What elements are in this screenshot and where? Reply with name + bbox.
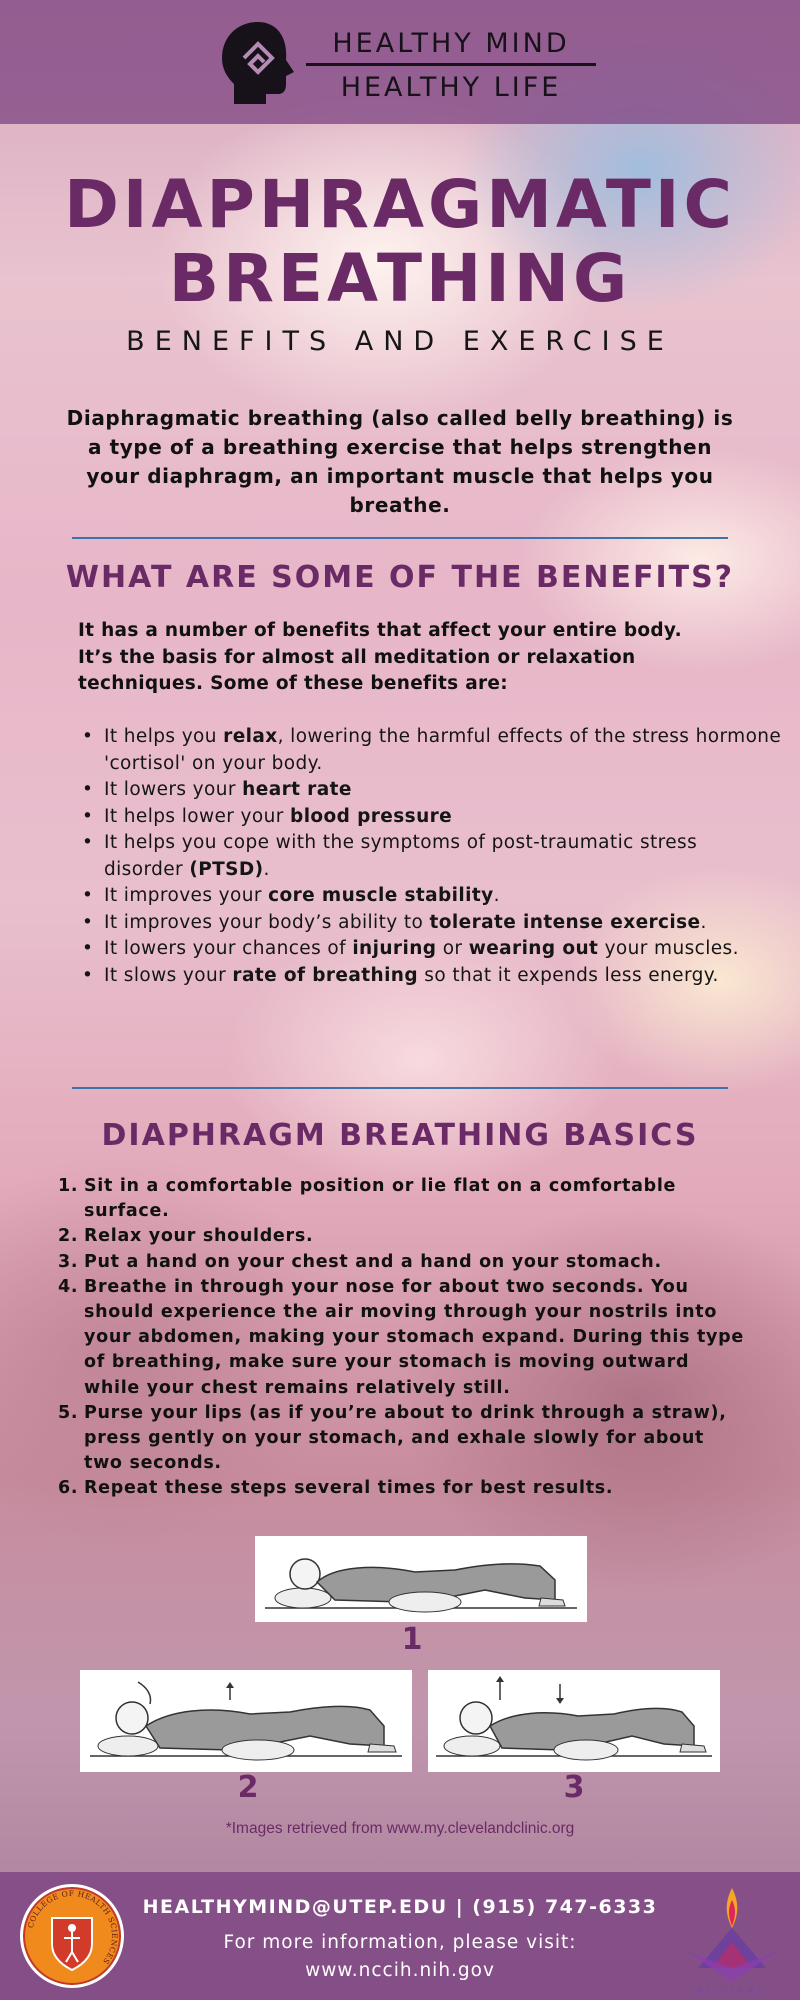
more-info-link[interactable]: www.nccih.nih.gov: [305, 1960, 495, 1981]
logo-divider: [306, 63, 596, 66]
header-bar: [0, 0, 800, 124]
college-seal-icon: [18, 1882, 126, 1990]
title-line-1: DIAPHRAGMATIC: [64, 166, 736, 243]
list-item: • It improves your core muscle stability.: [82, 883, 782, 910]
contact-info[interactable]: HEALTHYMIND@UTEP.EDU | (915) 747-6333: [142, 1896, 658, 1918]
steps-list: [58, 1174, 748, 1502]
head-spiral-icon: [218, 18, 298, 108]
page-title: [0, 168, 800, 316]
benefits-lead: It has a number of benefits that affect your entire body. It’s the basis for almost all meditation or relaxation techniques. Some of these benefits are:: [78, 620, 682, 694]
list-item: • It improves your body’s ability to tolerate intense exercise.: [82, 910, 782, 937]
list-item: • It lowers your chances of injuring or wearing out your muscles.: [82, 936, 782, 963]
more-info-text: For more information, please visit:: [223, 1932, 577, 1953]
intro-paragraph: Diaphragmatic breathing (also called belly breathing) is a type of a breathing exercise that helps strengthen your diaphragm, an important muscle that helps you breathe.: [66, 406, 734, 517]
figure-3-label: 3: [563, 1770, 585, 1805]
figure-2-lying-person: [80, 1670, 412, 1772]
footer-bar: [0, 1872, 800, 2000]
aliviane-logo-icon: [678, 1882, 786, 1994]
exhale-illustration: [428, 1670, 720, 1772]
basics-heading: DIAPHRAGM BREATHING BASICS: [101, 1118, 699, 1153]
image-credit: *Images retrieved from www.my.clevelandclinic.org: [225, 1820, 575, 1837]
list-item: 3. Put a hand on your chest and a hand on your stomach.: [58, 1251, 662, 1272]
healthy-mind-logo: [218, 18, 598, 110]
benefits-list: [82, 724, 782, 989]
figure-2-label: 2: [237, 1770, 259, 1805]
list-item: 2. Relax your shoulders.: [58, 1226, 314, 1247]
list-item: • It helps lower your blood pressure: [82, 804, 782, 831]
lying-person-illustration: [255, 1536, 587, 1622]
brand-text: ALIVIANE: [697, 1986, 767, 1995]
seal-text: COLLEGE OF HEALTH SCIENCES: [25, 1888, 120, 1967]
list-item: 5. Purse your lips (as if you’re about to drink through a straw), press gently on your stomach, and exhale slowly for about two seconds.: [58, 1402, 727, 1474]
benefits-heading: WHAT ARE SOME OF THE BENEFITS?: [65, 560, 735, 595]
list-item: 4. Breathe in through your nose for about two seconds. You should experience the air moving through your nostrils into your abdomen, making your stomach expand. During this type of breathing, make sure your stomach is moving outward while your chest remains relatively still.: [58, 1276, 744, 1398]
list-item: • It lowers your heart rate: [82, 777, 782, 804]
list-item: • It helps you relax, lowering the harmful effects of the stress hormone 'cortisol' on your body.: [82, 724, 782, 777]
page-subtitle: BENEFITS AND EXERCISE: [126, 326, 674, 357]
figure-3-lying-person: [428, 1670, 720, 1772]
list-item: • It slows your rate of breathing so that it expends less energy.: [82, 963, 782, 990]
list-item: 1. Sit in a comfortable position or lie flat on a comfortable surface.: [58, 1176, 677, 1222]
list-item: 6. Repeat these steps several times for best results.: [58, 1478, 614, 1499]
divider-1: [72, 537, 728, 539]
title-line-2: BREATHING: [168, 240, 632, 317]
divider-2: [72, 1087, 728, 1089]
figure-1-label: 1: [401, 1622, 423, 1657]
list-item: • It helps you cope with the symptoms of post-traumatic stress disorder (PTSD).: [82, 830, 782, 883]
logo-line-2: HEALTHY LIFE: [340, 72, 562, 103]
inhale-illustration: [80, 1670, 412, 1772]
figure-1-lying-person: [255, 1536, 587, 1622]
logo-line-1: HEALTHY MIND: [332, 28, 570, 59]
